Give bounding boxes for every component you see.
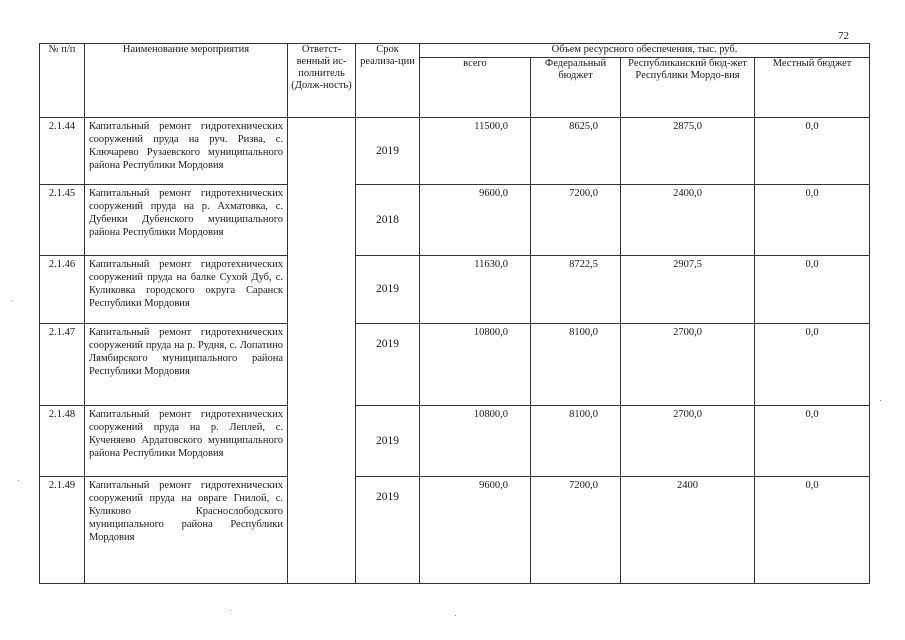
row-local: 0,0 (755, 406, 870, 477)
row-total: 9600,0 (420, 185, 531, 256)
row-name: Капитальный ремонт гидротехнических сооружений пруда на р. Ахматовка, с. Дубенки Дубенского муниципального района Республики Мордовия (85, 185, 288, 256)
header-total: всего (420, 58, 531, 118)
row-local: 0,0 (755, 324, 870, 406)
row-name: Капитальный ремонт гидротехнических сооружений пруда на руч. Ризва, с. Ключарево Рузаевского муниципального района Республики Мордовия (85, 118, 288, 185)
row-total: 9600,0 (420, 477, 531, 584)
scan-speck (880, 400, 881, 401)
row-republic: 2400,0 (621, 185, 755, 256)
row-num: 2.1.45 (40, 185, 85, 256)
row-republic: 2907,5 (621, 256, 755, 324)
page-number: 72 (838, 30, 849, 42)
row-year: 2018 (356, 185, 420, 256)
row-federal: 7200,0 (531, 185, 621, 256)
row-total: 11630,0 (420, 256, 531, 324)
row-num: 2.1.49 (40, 477, 85, 584)
row-year: 2019 (356, 406, 420, 477)
row-federal: 8100,0 (531, 406, 621, 477)
table-row (40, 406, 870, 477)
responsible-cell (288, 118, 356, 584)
header-local: Местный бюджет (755, 58, 870, 118)
row-num: 2.1.48 (40, 406, 85, 477)
table-row (40, 256, 870, 324)
row-federal: 8722,5 (531, 256, 621, 324)
row-name: Капитальный ремонт гидротехнических сооружений пруда на р. Леплей, с. Кученяево Ардатовского муниципального района Республики Мордовия (85, 406, 288, 477)
row-total: 10800,0 (420, 406, 531, 477)
row-year: 2019 (356, 256, 420, 324)
header-volume: Объем ресурсного обеспечения, тыс. руб. (420, 44, 870, 58)
table-row (40, 477, 870, 584)
scan-speck (18, 480, 19, 481)
row-federal: 8625,0 (531, 118, 621, 185)
header-term: Срок реализа-ции (356, 44, 420, 118)
row-year: 2019 (356, 477, 420, 584)
row-name: Капитальный ремонт гидротехнических сооружений пруда на балке Сухой Дуб, с. Куликовка городского округа Саранск Республики Мордовия (85, 256, 288, 324)
row-local: 0,0 (755, 118, 870, 185)
row-federal: 7200,0 (531, 477, 621, 584)
scan-speck (12, 300, 13, 301)
row-local: 0,0 (755, 185, 870, 256)
table-row (40, 118, 870, 185)
table-row (40, 324, 870, 406)
row-republic: 2875,0 (621, 118, 755, 185)
row-republic: 2400 (621, 477, 755, 584)
row-num: 2.1.47 (40, 324, 85, 406)
header-name: Наименование мероприятия (85, 44, 288, 118)
row-total: 10800,0 (420, 324, 531, 406)
row-total: 11500,0 (420, 118, 531, 185)
header-republic: Республиканский бюд-жет Республики Мордо-вия (621, 58, 755, 118)
row-local: 0,0 (755, 477, 870, 584)
header-responsible: Ответст-венный ис-полнитель (Долж-ность) (288, 44, 356, 118)
scan-speck (230, 610, 231, 611)
row-local: 0,0 (755, 256, 870, 324)
table-row (40, 185, 870, 256)
row-num: 2.1.44 (40, 118, 85, 185)
header-federal: Федеральный бюджет (531, 58, 621, 118)
header-num: № п/п (40, 44, 85, 118)
row-republic: 2700,0 (621, 324, 755, 406)
row-year: 2019 (356, 324, 420, 406)
row-name: Капитальный ремонт гидротехнических сооружений пруда на овраге Гнилой, с. Куликово Краснослободского муниципального района Республики Мордовия (85, 477, 288, 584)
row-federal: 8100,0 (531, 324, 621, 406)
scan-speck (455, 615, 456, 616)
row-num: 2.1.46 (40, 256, 85, 324)
resource-table (39, 43, 870, 584)
row-republic: 2700,0 (621, 406, 755, 477)
row-name: Капитальный ремонт гидротехнических сооружений пруда на р. Рудня, с. Лопатино Лямбирского муниципального района Республики Мордовия (85, 324, 288, 406)
row-year: 2019 (356, 118, 420, 185)
